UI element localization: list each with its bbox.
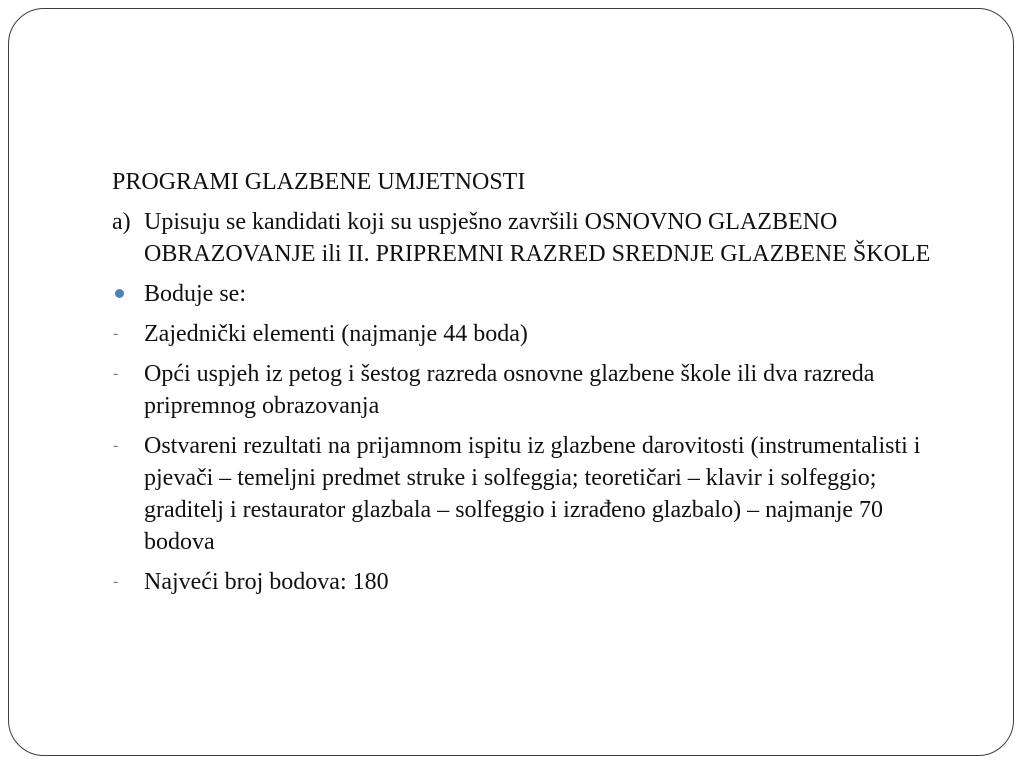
dash-marker: - bbox=[113, 365, 119, 382]
dash-marker: - bbox=[113, 573, 119, 590]
item-a-text: Upisuju se kandidati koji su uspješno završili OSNOVNO GLAZBENO OBRAZOVANJE ili II. PRIPREMNI RAZRED SREDNJE GLAZBENE ŠKOLE bbox=[144, 209, 931, 267]
dash-item-1 bbox=[112, 318, 932, 350]
bullet-text: Boduje se: bbox=[144, 281, 246, 307]
item-a-marker: a) bbox=[112, 209, 131, 235]
dash-item-text: Ostvareni rezultati na prijamnom ispitu iz glazbene darovitosti (instrumentalisti i pjevači – temeljni predmet struke i solfeggia; teoretičari – klavir i solfeggio; graditelj i restaurator glazbala – solfeggio i izrađeno glazbalo) – najmanje 70 bodova bbox=[144, 433, 921, 555]
item-a bbox=[112, 206, 932, 270]
dash-item-text: Zajednički elementi (najmanje 44 boda) bbox=[144, 321, 528, 347]
dash-item-4 bbox=[112, 566, 932, 598]
dash-item-text: Opći uspjeh iz petog i šestog razreda osnovne glazbene škole ili dva razreda pripremnog obrazovanja bbox=[144, 361, 875, 419]
bullet-item bbox=[112, 278, 932, 310]
dash-marker: - bbox=[113, 325, 119, 342]
dash-item-2 bbox=[112, 358, 932, 422]
slide-content bbox=[112, 166, 932, 606]
slide-title: PROGRAMI GLAZBENE UMJETNOSTI bbox=[112, 169, 526, 195]
dash-marker: - bbox=[113, 437, 119, 454]
dash-item-3 bbox=[112, 430, 932, 558]
dash-item-text: Najveći broj bodova: 180 bbox=[144, 569, 389, 595]
bullet-dot-icon bbox=[115, 289, 124, 298]
